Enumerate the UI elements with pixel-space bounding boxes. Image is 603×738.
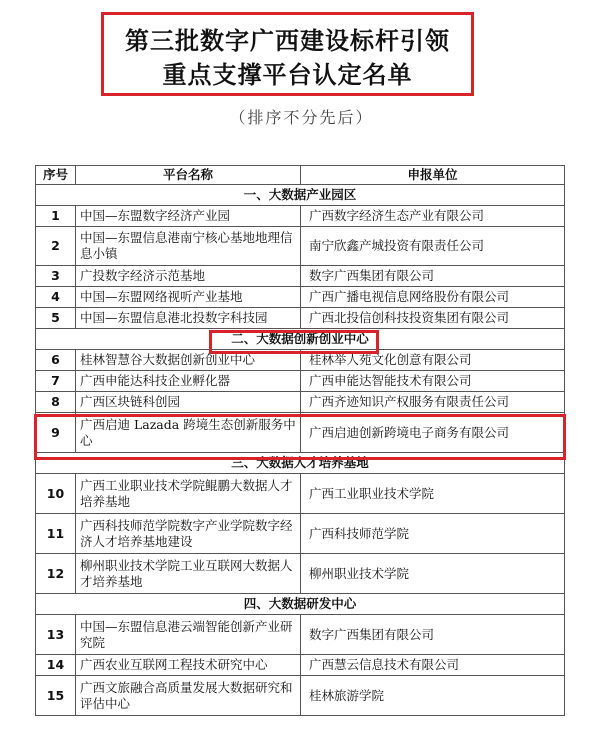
title-line-2: 重点支撑平台认定名单 bbox=[162, 61, 413, 89]
row-num: 7 bbox=[36, 371, 76, 392]
row-unit: 广西工业职业技术学院 bbox=[301, 474, 565, 514]
row-platform-name: 广西申能达科技企业孵化器 bbox=[76, 371, 301, 392]
row-unit: 广西科技师范学院 bbox=[301, 514, 565, 554]
row-unit: 南宁欣鑫产城投资有限责任公司 bbox=[301, 227, 565, 266]
table-row bbox=[36, 514, 565, 554]
table-row bbox=[36, 615, 565, 655]
row-platform-name: 广西农业互联网工程技术研究中心 bbox=[76, 655, 301, 676]
table-row bbox=[36, 206, 565, 227]
row-platform-name: 广西工业职业技术学院鲲鹏大数据人才培养基地 bbox=[76, 474, 301, 514]
subtitle: （排序不分先后） bbox=[229, 108, 374, 127]
row-unit: 广西慧云信息技术有限公司 bbox=[301, 655, 565, 676]
title-line-1: 第三批数字广西建设标杆引领 bbox=[125, 27, 450, 55]
header-name: 平台名称 bbox=[76, 166, 301, 185]
platform-table bbox=[35, 165, 565, 716]
row-platform-name: 中国—东盟信息港北投数字科技园 bbox=[76, 308, 301, 329]
table-row bbox=[36, 308, 565, 329]
row-unit: 广西申能达智能技术有限公司 bbox=[301, 371, 565, 392]
row-num: 13 bbox=[36, 615, 76, 655]
row-platform-name: 广西文旅融合高质量发展大数据研究和评估中心 bbox=[76, 676, 301, 716]
row-num: 1 bbox=[36, 206, 76, 227]
row-unit: 数字广西集团有限公司 bbox=[301, 266, 565, 287]
row-unit: 数字广西集团有限公司 bbox=[301, 615, 565, 655]
table-row bbox=[36, 350, 565, 371]
row-num: 6 bbox=[36, 350, 76, 371]
table-row bbox=[36, 655, 565, 676]
row-platform-name: 中国—东盟信息港云端智能创新产业研究院 bbox=[76, 615, 301, 655]
section-heading: 四、大数据研发中心 bbox=[36, 594, 565, 615]
row-platform-name: 广西科技师范学院数字产业学院数字经济人才培养基地建设 bbox=[76, 514, 301, 554]
row-unit: 广西数字经济生态产业有限公司 bbox=[301, 206, 565, 227]
row-platform-name: 桂林智慧谷大数据创新创业中心 bbox=[76, 350, 301, 371]
row-num: 14 bbox=[36, 655, 76, 676]
row-platform-name: 中国—东盟数字经济产业园 bbox=[76, 206, 301, 227]
row-platform-name: 广投数字经济示范基地 bbox=[76, 266, 301, 287]
row-unit: 桂林旅游学院 bbox=[301, 676, 565, 716]
row-platform-name: 柳州职业技术学院工业互联网大数据人才培养基地 bbox=[76, 554, 301, 594]
row-unit: 广西齐迹知识产权服务有限责任公司 bbox=[301, 392, 565, 413]
row-num: 12 bbox=[36, 554, 76, 594]
header-num: 序号 bbox=[36, 166, 76, 185]
row-num: 2 bbox=[36, 227, 76, 266]
table-row bbox=[36, 287, 565, 308]
page-title bbox=[101, 24, 474, 92]
section-heading: 一、大数据产业园区 bbox=[36, 185, 565, 206]
row-unit: 柳州职业技术学院 bbox=[301, 554, 565, 594]
row-num: 10 bbox=[36, 474, 76, 514]
table-row bbox=[36, 371, 565, 392]
section-heading: 三、大数据人才培养基地 bbox=[36, 453, 565, 474]
row-unit: 广西北投信创科技投资集团有限公司 bbox=[301, 308, 565, 329]
row-num: 15 bbox=[36, 676, 76, 716]
header-unit: 申报单位 bbox=[301, 166, 565, 185]
row-unit: 广西启迪创新跨境电子商务有限公司 bbox=[301, 413, 565, 453]
table-row bbox=[36, 474, 565, 514]
row-num: 11 bbox=[36, 514, 76, 554]
table-row bbox=[36, 676, 565, 716]
row-num: 3 bbox=[36, 266, 76, 287]
row-unit: 广西广播电视信息网络股份有限公司 bbox=[301, 287, 565, 308]
row-platform-name: 广西启迪 Lazada 跨境生态创新服务中心 bbox=[76, 413, 301, 453]
section-heading: 二、大数据创新创业中心 bbox=[36, 329, 565, 350]
table-row bbox=[36, 227, 565, 266]
table-row bbox=[36, 554, 565, 594]
row-platform-name: 中国—东盟网络视听产业基地 bbox=[76, 287, 301, 308]
table-row bbox=[36, 392, 565, 413]
table-header-row bbox=[36, 166, 565, 185]
table-row bbox=[36, 266, 565, 287]
row-unit: 桂林举人苑文化创意有限公司 bbox=[301, 350, 565, 371]
row-num: 5 bbox=[36, 308, 76, 329]
row-platform-name: 广西区块链科创园 bbox=[76, 392, 301, 413]
row-platform-name: 中国—东盟信息港南宁核心基地地理信息小镇 bbox=[76, 227, 301, 266]
row-num: 9 bbox=[36, 413, 76, 453]
row-num: 8 bbox=[36, 392, 76, 413]
table-row bbox=[36, 413, 565, 453]
row-num: 4 bbox=[36, 287, 76, 308]
